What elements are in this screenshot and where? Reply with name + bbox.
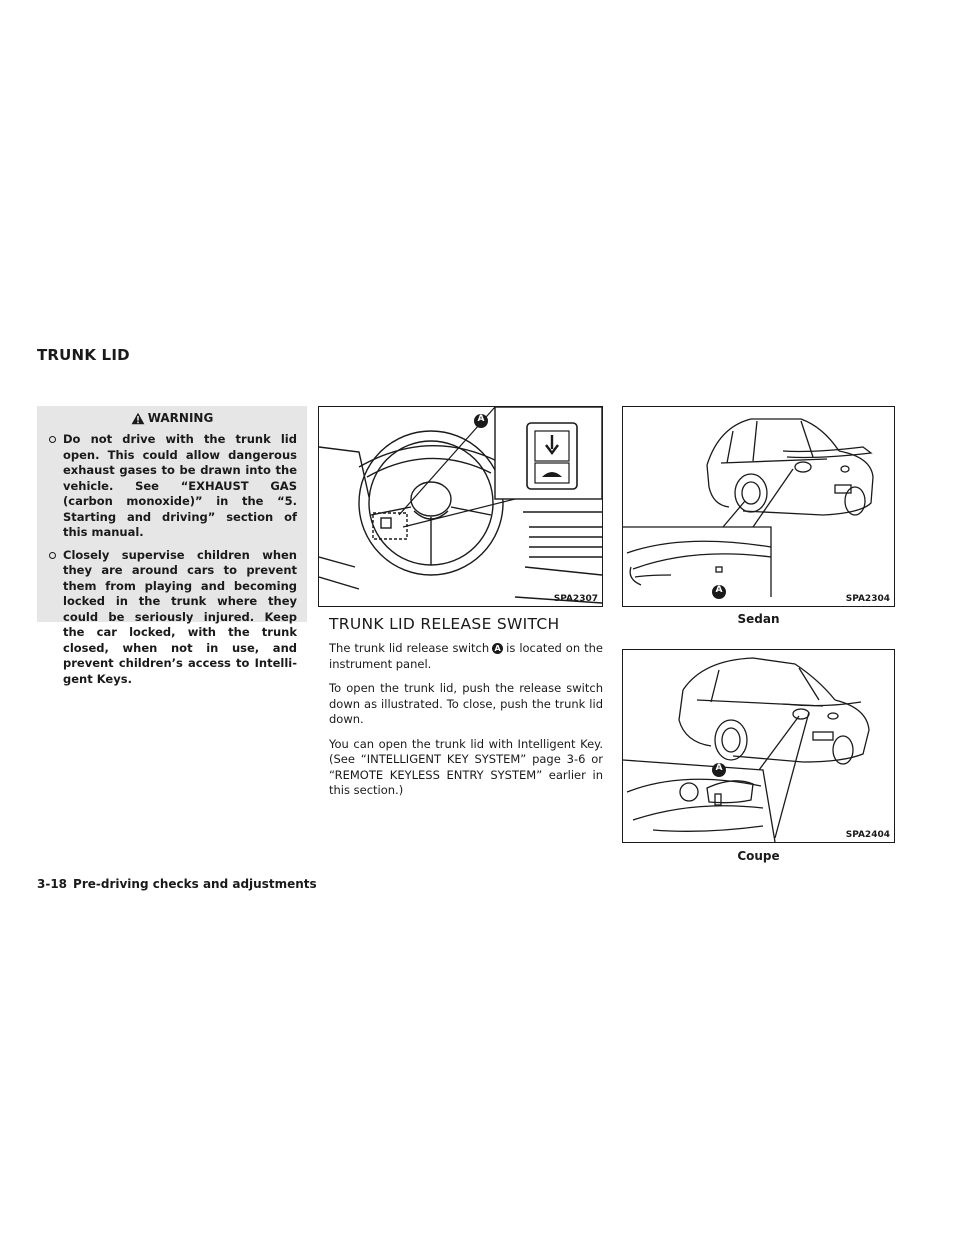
page-number: 3-18 (37, 877, 68, 891)
marker-a-label: A (715, 763, 723, 773)
figure-code: SPA2304 (845, 594, 890, 604)
warning-item-text: Do not drive with the trunk lid open. This could allow dangerous exhaust gases to be drawn into the vehicle. See “EXHAUST GAS (carbon monoxide)” in the “5. Starting and driving” section of this manual. (63, 432, 297, 539)
subsection-title: TRUNK LID RELEASE SWITCH (329, 615, 560, 633)
paragraph (329, 641, 603, 672)
bullet-icon (49, 436, 56, 443)
paragraph: You can open the trunk lid with Intelligent Key. (See “INTELLIGENT KEY SYSTEM” page 3-6 or “REMOTE KEYLESS ENTRY SYSTEM” earlier in this section.) (329, 736, 603, 797)
figure-coupe (622, 649, 895, 843)
warning-item (47, 548, 297, 688)
warning-item (47, 432, 297, 541)
warning-item-text: Closely supervise children when they are around cars to prevent them from playing and becoming locked in the trunk where they could be seriously injured. Keep the car locked, with the trunk closed, when not in use, and prevent children’s access to Intelli-gent Keys. (63, 547, 297, 686)
dashboard-illustration (319, 407, 602, 606)
figure-code: SPA2307 (553, 594, 598, 604)
marker-a-icon: A (492, 643, 503, 654)
figure-caption: Coupe (737, 849, 780, 863)
chapter-title: Pre-driving checks and adjustments (73, 877, 317, 891)
paragraph: To open the trunk lid, push the release switch down as illustrated. To close, push the trunk lid down. (329, 681, 603, 726)
figure-dashboard-switch (318, 406, 603, 607)
marker-a-label: A (477, 414, 485, 424)
paragraph-text: The trunk lid release switch (329, 641, 490, 655)
warning-list (47, 432, 297, 687)
warning-heading (47, 406, 297, 430)
coupe-illustration (623, 650, 894, 842)
paragraph-text: is located on the instrument panel. (329, 641, 603, 671)
figure-sedan (622, 406, 895, 607)
body-text (329, 641, 603, 808)
warning-triangle-icon (131, 412, 145, 425)
sedan-illustration (623, 407, 894, 606)
figure-caption: Sedan (737, 612, 780, 626)
page-footer (37, 877, 317, 891)
warning-heading-label: WARNING (147, 411, 214, 425)
marker-a-label: A (715, 585, 723, 595)
warning-box (37, 406, 307, 686)
section-title: TRUNK LID (37, 346, 130, 364)
bullet-icon (49, 552, 56, 559)
figure-code: SPA2404 (845, 830, 890, 840)
